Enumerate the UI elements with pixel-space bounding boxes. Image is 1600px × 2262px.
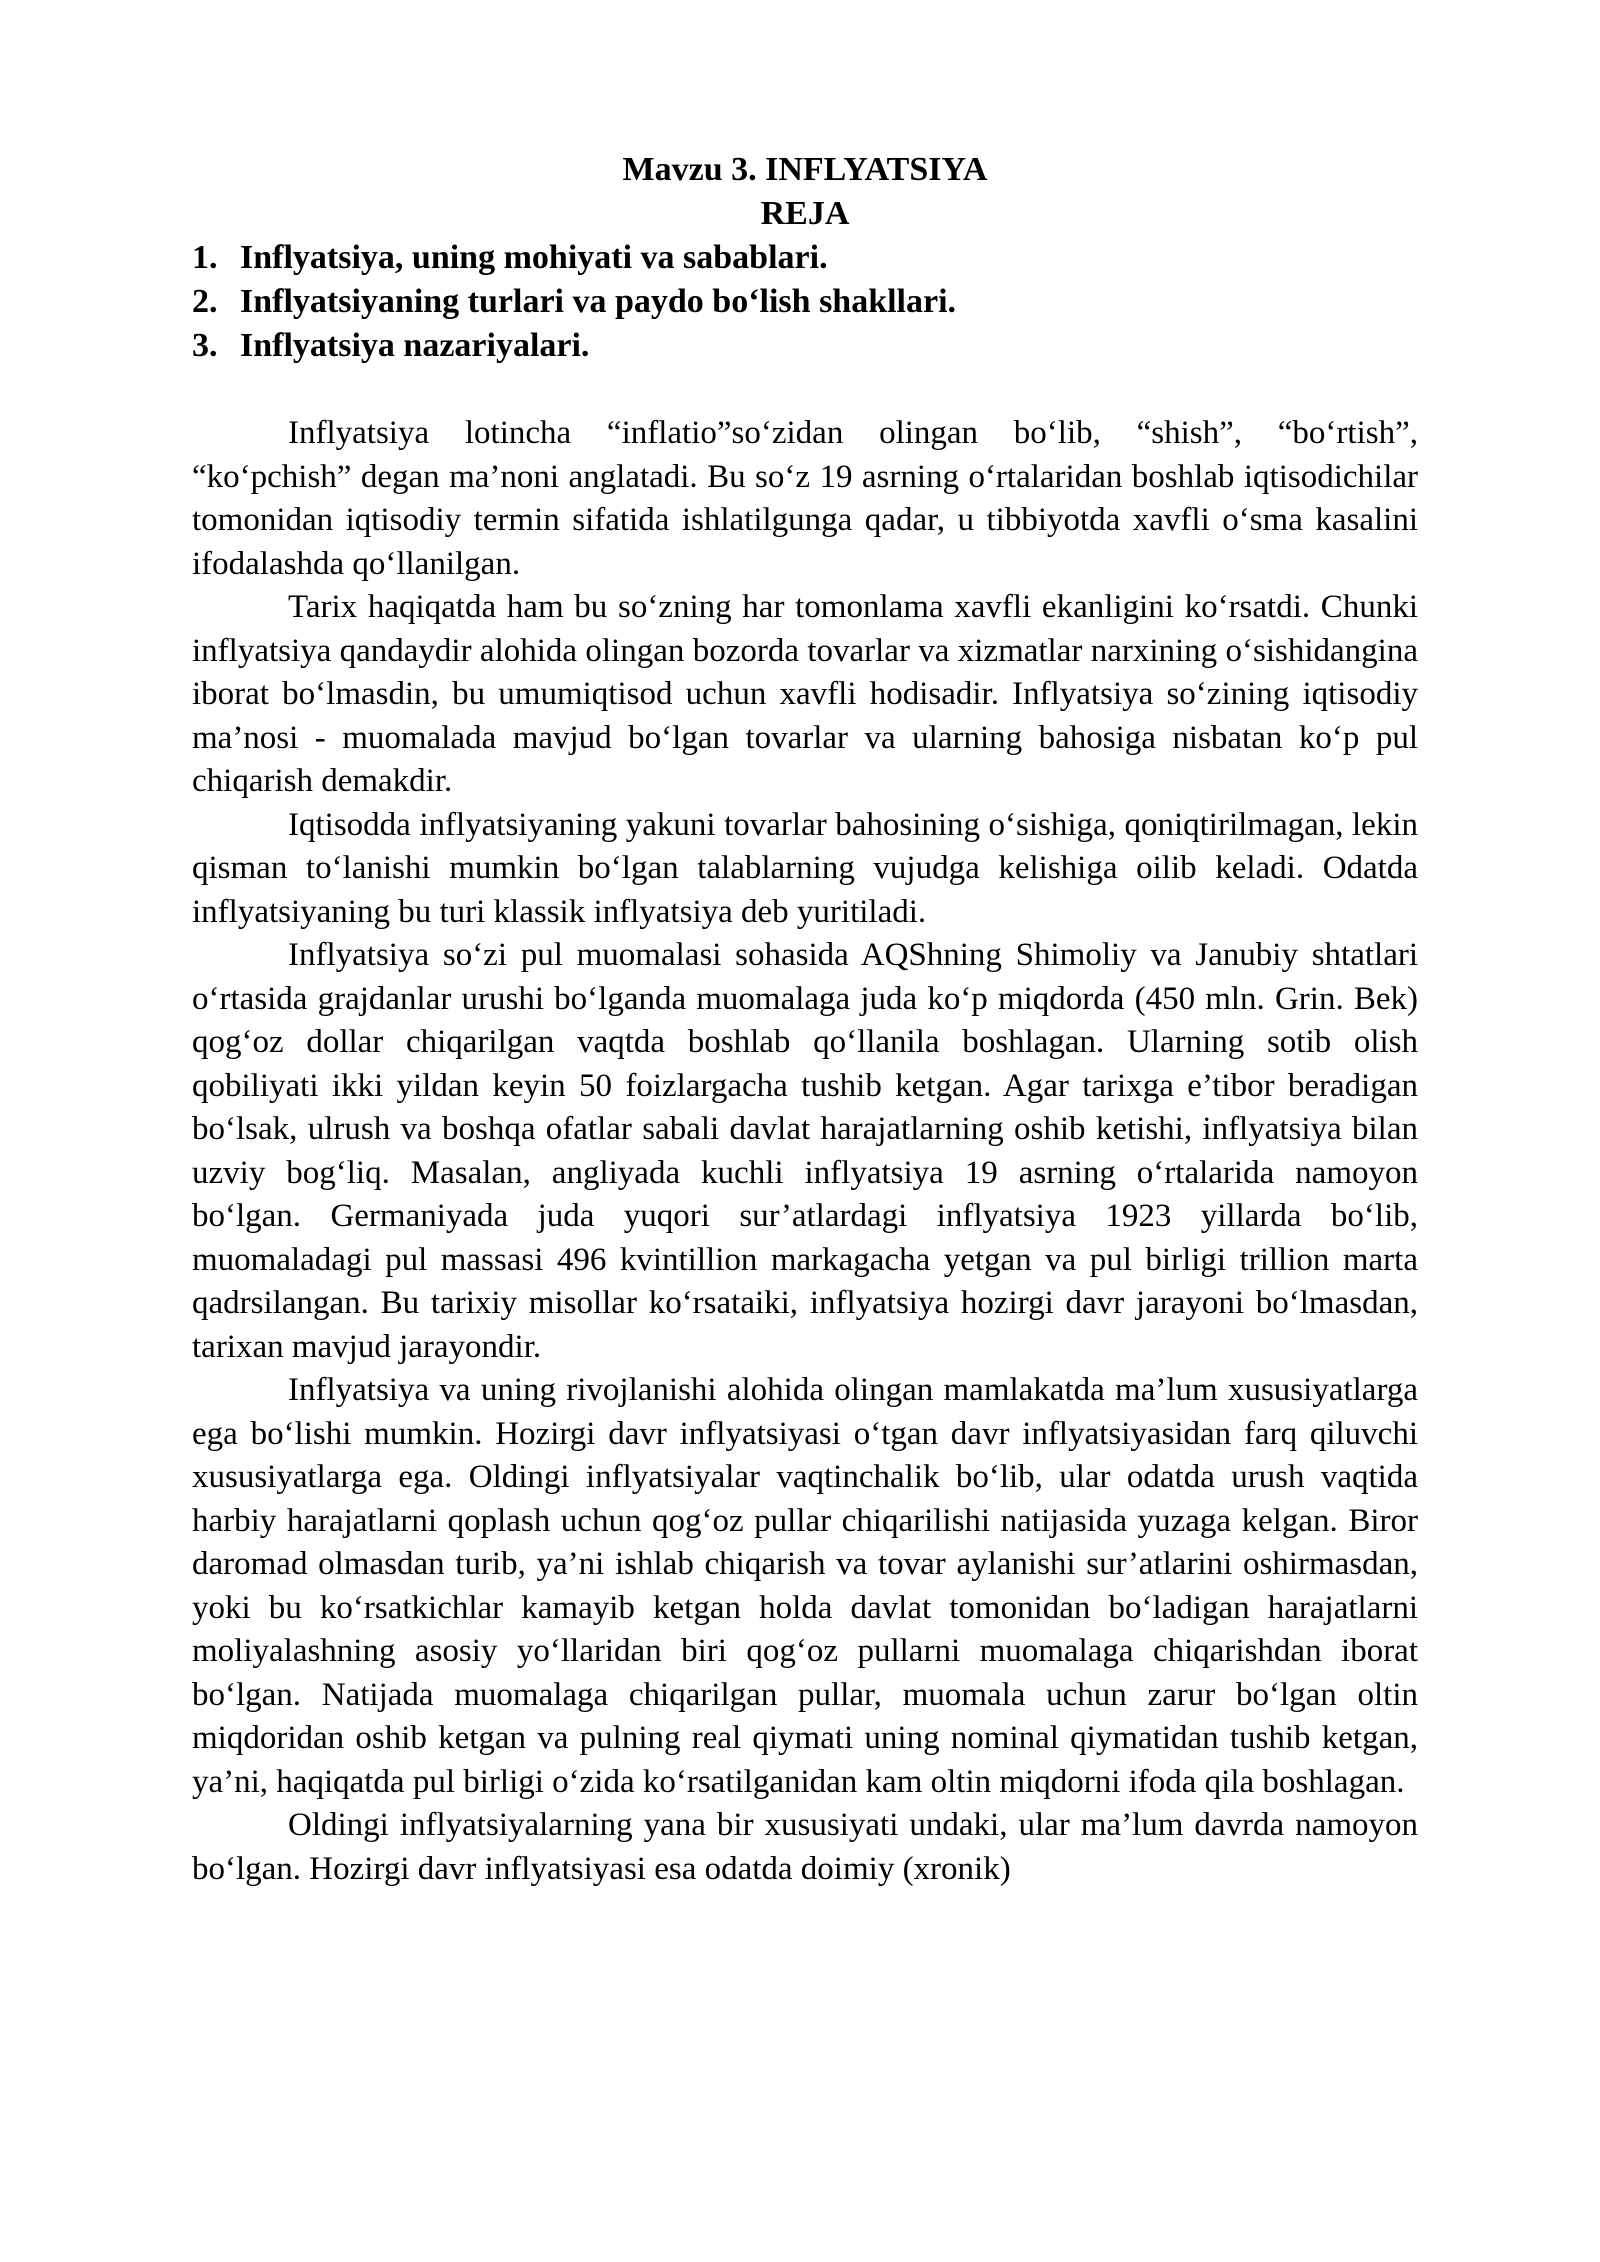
document-body: [192, 148, 1418, 1891]
plan-item-number: 1.: [192, 239, 218, 276]
plan-item: [192, 236, 1418, 280]
document-title: Mavzu 3. INFLYATSIYA: [622, 151, 988, 188]
plan-item: [192, 280, 1418, 324]
paragraph: Inflyatsiya va uning rivojlanishi alohida olingan mamlakatda ma’lum xususiyatlarga ega boʻlishi mumkin. Hozirgi davr inflyatsiyasi oʻtgan davr inflyatsiyasidan farq qiluvchi xususiyatlarga ega. Oldingi inflyatsiyalar vaqtinchalik boʻlib, ular odatda urush vaqtida harbiy harajatlarni qoplash uchun qogʻoz pullar chiqarilishi natijasida yuzaga kelgan. Biror daromad olmasdan turib, ya’ni ishlab chiqarish va tovar aylanishi sur’atlarini oshirmasdan, yoki bu koʻrsatkichlar kamayib ketgan holda davlat tomonidan boʻladigan harajatlarni moliyalashning asosiy yoʻllaridan biri qogʻoz pullarni muomalaga chiqarishdan iborat boʻlgan. Natijada muomalaga chiqarilgan pullar, muomala uchun zarur boʻlgan oltin miqdoridan oshib ketgan va pulning real qiymati uning nominal qiymatidan tushib ketgan, ya’ni, haqiqatda pul birligi oʻzida koʻrsatilganidan kam oltin miqdorni ifoda qila boshlagan.: [192, 1372, 1418, 1800]
plan-item-number: 2.: [192, 283, 218, 320]
plan-item-text: Inflyatsiyaning turlari va paydo boʻlish shakllari.: [240, 283, 957, 320]
plan-list: [192, 236, 1418, 368]
paragraph: Iqtisodda inflyatsiyaning yakuni tovarlar bahosining oʻsishiga, qoniqtirilmagan, lekin qisman toʻlanishi mumkin boʻlgan talablarning vujudga kelishiga oilib keladi. Odatda inflyatsiyaning bu turi klassik inflyatsiya deb yuritiladi.: [192, 806, 1418, 930]
paragraph: Tarix haqiqatda ham bu soʻzning har tomonlama xavfli ekanligini koʻrsatdi. Chunki inflyatsiya qandaydir alohida olingan bozorda tovarlar va xizmatlar narxining oʻsishidangina iborat boʻlmasdin, bu umumiqtisod uchun xavfli hodisadir. Inflyatsiya soʻzining iqtisodiy ma’nosi - muomalada mavjud boʻlgan tovarlar va ularning bahosiga nisbatan koʻp pul chiqarish demakdir.: [192, 589, 1418, 799]
section-spacer: [192, 368, 1418, 412]
plan-item-number: 3.: [192, 327, 218, 364]
plan-item: [192, 324, 1418, 368]
plan-heading: REJA: [760, 195, 850, 232]
plan-item-text: Inflyatsiya nazariyalari.: [240, 327, 590, 364]
paragraph: Inflyatsiya soʻzi pul muomalasi sohasida AQShning Shimoliy va Janubiy shtatlari oʻrtasida grajdanlar urushi boʻlganda muomalaga juda koʻp miqdorda (450 mln. Grin. Bek) qogʻoz dollar chiqarilgan vaqtda boshlab qoʻllanila boshlagan. Ularning sotib olish qobiliyati ikki yildan keyin 50 foizlargacha tushib ketgan. Agar tarixga e’tibor beradigan boʻlsak, ulrush va boshqa ofatlar sabali davlat harajatlarning oshib ketishi, inflyatsiya bilan uzviy bogʻliq. Masalan, angliyada kuchli inflyatsiya 19 asrning oʻrtalarida namoyon boʻlgan. Germaniyada juda yuqori sur’atlardagi inflyatsiya 1923 yillarda boʻlib, muomaladagi pul massasi 496 kvintillion markagacha yetgan va pul birligi trillion marta qadrsilangan. Bu tarixiy misollar koʻrsataiki, inflyatsiya hozirgi davr jarayoni boʻlmasdan, tarixan mavjud jarayondir.: [192, 937, 1418, 1365]
paragraph: Oldingi inflyatsiyalarning yana bir xususiyati undaki, ular ma’lum davrda namoyon boʻlgan. Hozirgi davr inflyatsiyasi esa odatda doimiy (xronik): [192, 1807, 1418, 1887]
plan-item-text: Inflyatsiya, uning mohiyati va sabablari.: [240, 239, 828, 276]
paragraph: Inflyatsiya lotincha “inflatio”soʻzidan olingan boʻlib, “shish”, “boʻrtish”, “koʻpchish” degan ma’noni anglatadi. Bu soʻz 19 asrning oʻrtalaridan boshlab iqtisodichilar tomonidan iqtisodiy termin sifatida ishlatilgunga qadar, u tibbiyotda xavfli oʻsma kasalini ifodalashda qoʻllanilgan.: [192, 415, 1418, 582]
